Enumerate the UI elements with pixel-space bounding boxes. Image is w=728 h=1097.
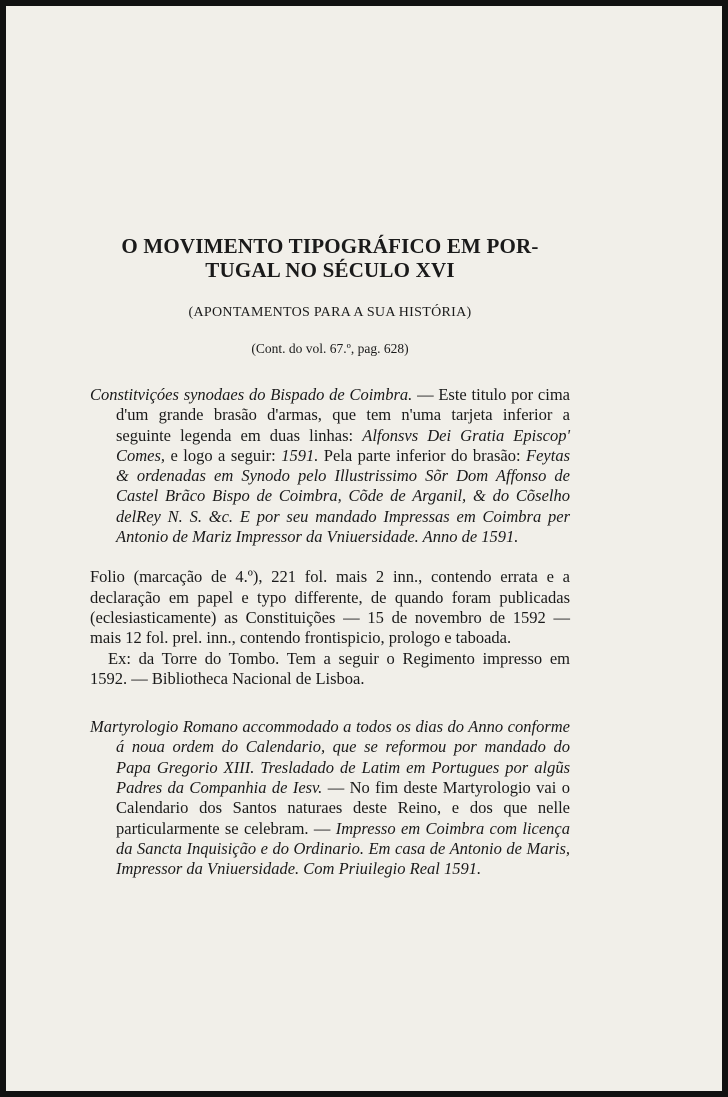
description-block xyxy=(90,567,570,689)
subtitle: (APONTAMENTOS PARA A SUA HISTÓRIA) xyxy=(188,305,472,320)
document-page xyxy=(6,6,722,1091)
entry-legend: Alfonsvs Dei Gratia Episcop' Comes, xyxy=(116,425,570,465)
entry-text xyxy=(90,385,570,547)
entry-desc-3: Pela parte inferior do brasão: xyxy=(318,445,527,465)
entry-constituicoes xyxy=(90,385,570,547)
entry-imprint: Impresso em Coimbra com licença da Sancta Inquisição e do Ordinario. Em casa de Antonio de Maris, Impressor da Vniuersidade. Com Priuilegio Real 1591. xyxy=(116,818,570,879)
entry-martyrologio xyxy=(90,717,570,879)
entry-title: Martyrologio Romano accommodado a todos os dias do Anno conforme á noua ordem do Calendario, que se reformou por mandado do Papa Gregorio XIII. Tresladado de Latim em Portugues por algũs Padres da Companhia de Iesv. xyxy=(90,717,570,798)
entry-desc-2: e logo a seguir: xyxy=(165,445,282,465)
entry-text xyxy=(90,717,570,879)
entry-desc: — No fim deste Martyrologio vai o Calendario dos Santos naturaes deste Reino, e dos que nelle particularmente se celebram. — xyxy=(116,778,570,838)
description-paragraph-2: Ex: da Torre do Tombo. Tem a seguir o Regimento impresso em 1592. — Bibliotheca Nacional de Lisboa. xyxy=(90,648,570,688)
continuation-note: (Cont. do vol. 67.º, pag. 628) xyxy=(251,341,409,356)
entry-desc: — Este titulo por cima d'um grande brasão d'armas, que tem n'uma tarjeta inferior a seguinte legenda em duas linhas: xyxy=(116,385,571,445)
entry-title: Constitviçóes synodaes do Bispado de Coimbra. xyxy=(90,385,413,404)
entry-year: 1591. xyxy=(281,445,319,465)
title-line-1: O MOVIMENTO TIPOGRÁFICO EM POR- xyxy=(121,234,539,258)
title-line-2: TUGAL NO SÉCULO XVI xyxy=(205,258,455,282)
description-paragraph-1: Folio (marcação de 4.º), 221 fol. mais 2 inn., contendo errata e a declaração em papel e typo differente, de quando foram publicadas (eclesiasticamente) as Constituições — 15 de novembro de 1592 — mais 12 fol. prel. inn., contendo frontispicio, prologo e taboada. xyxy=(90,567,570,648)
page-title xyxy=(90,234,570,282)
entry-imprint: Feytas & ordenadas em Synodo pelo Illustrissimo Sõr Dom Affonso de Castel Brãco Bispo de Coimbra, Cõde de Arganil, & do Cõselho delRey N. S. &c. E por seu mandado Impressas em Coimbra per Antonio de Mariz Impressor da Vniuersidade. Anno de 1591. xyxy=(116,445,570,547)
page-content xyxy=(90,234,570,880)
